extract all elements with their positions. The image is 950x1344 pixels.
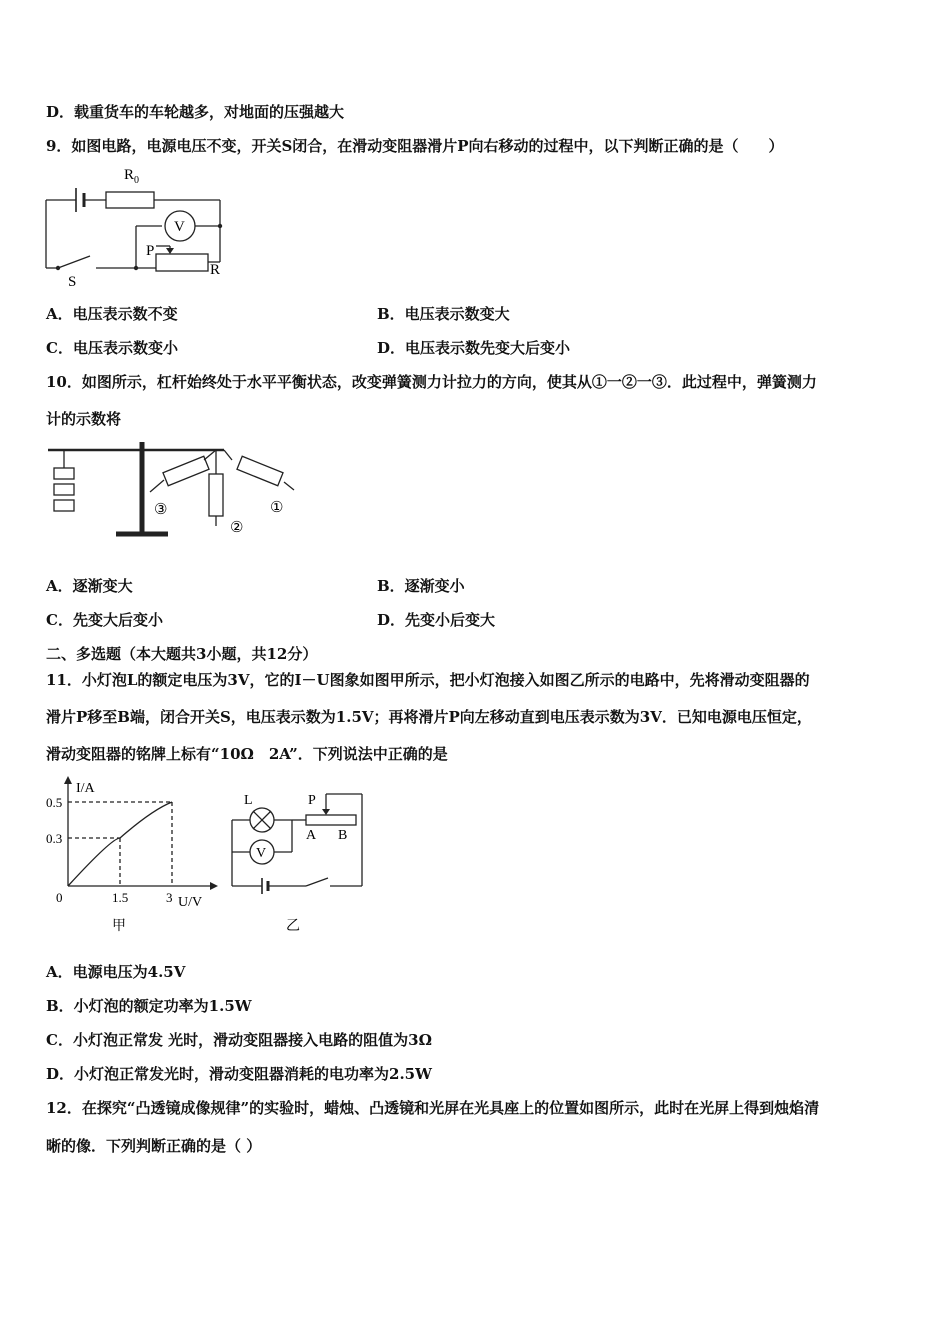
q10-option-c: C．先变大后变小	[46, 611, 163, 629]
q10-option-b: B．逐渐变小	[377, 577, 465, 595]
q9-option-d: D．电压表示数先变大后变小	[377, 339, 571, 357]
q9-circuit-diagram	[38, 160, 238, 290]
q11-graph-caption: 甲	[112, 919, 126, 934]
q11-circuit-caption: 乙	[286, 919, 300, 934]
q9-stem: 9．如图电路，电源电压不变，开关S闭合，在滑动变阻器滑片P向右移动的过程中，以下判断正确的是（ ）	[46, 137, 784, 155]
q11-option-c: C．小灯泡正常发 光时，滑动变阻器接入电路的阻值为3Ω	[46, 1031, 432, 1049]
q11-circuit-label-v: V	[256, 846, 267, 861]
q11-stem-line2: 滑片P移至B端，闭合开关S，电压表示数为1.5V；再将滑片P向左移动直到电压表示数为3V．已知电源电压恒定，	[46, 708, 812, 726]
q10-label-3: ③	[154, 502, 168, 518]
section-title: 二、多选题（本大题共3小题，共12分）	[46, 645, 318, 663]
q11-graph-ylabel: I/A	[76, 781, 95, 796]
q9-option-b: B．电压表示数变大	[377, 305, 510, 323]
q11-stem-line3: 滑动变阻器的铭牌上标有“10Ω 2A”．下列说法中正确的是	[46, 745, 448, 763]
q11-graph-tick-03: 0.3	[46, 831, 63, 846]
q11-graph-tick-0: 0	[56, 890, 63, 905]
q9-label-r: R	[210, 262, 221, 278]
q11-circuit-label-a: A	[306, 828, 317, 843]
q9-option-a: A．电压表示数不变	[46, 305, 178, 323]
q11-graph-tick-15: 1.5	[112, 890, 129, 905]
q9-option-c: C．电压表示数变小	[46, 339, 178, 357]
q11-iu-graph	[42, 776, 222, 936]
q12-stem-line1: 12．在探究“凸透镜成像规律”的实验时，蜡烛、凸透镜和光屏在光具座上的位置如图所示，此时在光屏上得到烛焰清	[46, 1099, 820, 1117]
q8-option-d: D．载重货车的车轮越多，对地面的压强越大	[46, 103, 345, 121]
q11-option-a: A．电源电压为4.5V	[46, 963, 186, 981]
q10-label-2: ②	[230, 520, 244, 536]
q9-label-s: S	[68, 274, 77, 290]
q12-stem-line2: 晰的像．下列判断正确的是（ ）	[46, 1137, 262, 1155]
q11-stem-line1: 11．小灯泡L的额定电压为3V，它的I－U图象如图甲所示，把小灯泡接入如图乙所示的电路中，先将滑动变阻器的	[46, 671, 810, 689]
q10-option-d: D．先变小后变大	[377, 611, 496, 629]
q10-stem-line1: 10．如图所示，杠杆始终处于水平平衡状态，改变弹簧测力计拉力的方向，使其从①一②一③．此过程中，弹簧测力	[46, 373, 817, 391]
q10-stem-line2: 计的示数将	[46, 410, 122, 428]
q10-lever-diagram	[44, 438, 304, 542]
q11-option-d: D．小灯泡正常发光时，滑动变阻器消耗的电功率为2.5W	[46, 1065, 432, 1083]
q11-circuit-diagram	[224, 788, 374, 938]
q9-label-v: V	[174, 219, 185, 235]
q10-option-a: A．逐渐变大	[46, 577, 133, 595]
q11-circuit-label-l: L	[244, 793, 253, 808]
q10-label-1: ①	[270, 500, 284, 516]
q11-graph-xlabel: U/V	[178, 895, 203, 910]
q11-option-b: B．小灯泡的额定功率为1.5W	[46, 997, 252, 1015]
q11-graph-tick-3: 3	[166, 890, 173, 905]
q9-label-p: P	[146, 243, 155, 259]
q11-circuit-label-b: B	[338, 828, 348, 843]
q11-graph-tick-05: 0.5	[46, 795, 63, 810]
q9-label-r0: $R_0$	[124, 167, 140, 186]
q11-circuit-label-p: P	[308, 793, 316, 808]
